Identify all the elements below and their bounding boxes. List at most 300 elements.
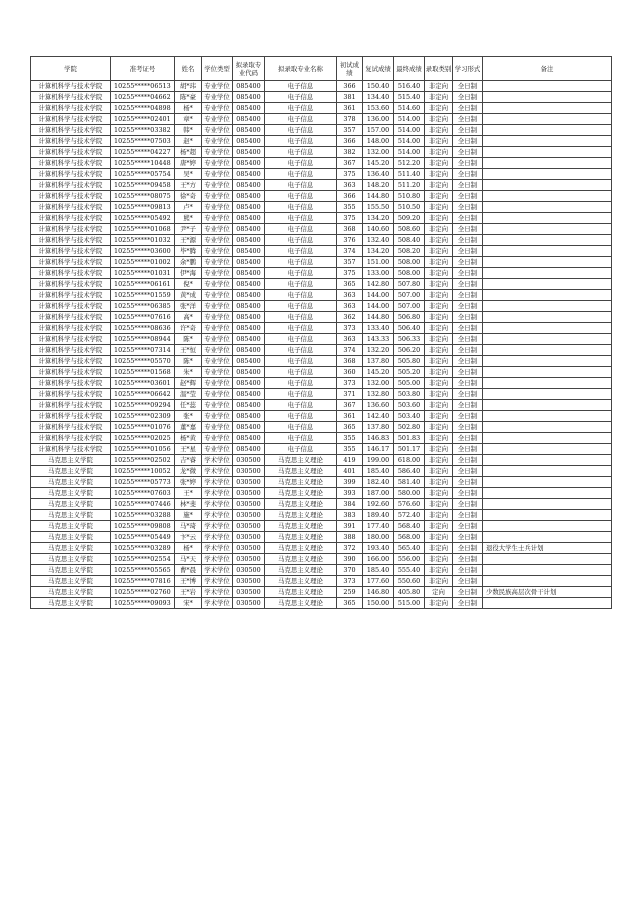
admission-category-cell: 非定向: [425, 378, 453, 389]
major-code-cell: 085400: [233, 334, 265, 345]
retest-score-cell: 146.83: [363, 433, 394, 444]
exam-id-cell: 10255*****07314: [111, 345, 175, 356]
final-score-cell: 512.20: [394, 158, 425, 169]
exam-id-cell: 10255*****02760: [111, 587, 175, 598]
degree-type-cell: 专业学位: [202, 301, 233, 312]
major-name-cell: 电子信息: [265, 279, 337, 290]
admission-category-cell: 非定向: [425, 279, 453, 290]
major-code-cell: 030500: [233, 488, 265, 499]
remarks-cell: [483, 323, 612, 334]
college-cell: 计算机科学与技术学院: [31, 257, 111, 268]
study-mode-cell: 全日制: [453, 378, 483, 389]
retest-score-cell: 132.80: [363, 389, 394, 400]
degree-type-cell: 专业学位: [202, 268, 233, 279]
table-row: [31, 224, 612, 235]
major-name-cell: 电子信息: [265, 312, 337, 323]
major-code-cell: 030500: [233, 587, 265, 598]
retest-score-cell: 150.40: [363, 81, 394, 92]
degree-type-cell: 学术学位: [202, 510, 233, 521]
initial-score-cell: 373: [337, 378, 363, 389]
exam-id-cell: 10255*****07446: [111, 499, 175, 510]
admission-category-cell: 非定向: [425, 191, 453, 202]
exam-id-cell: 10255*****06385: [111, 301, 175, 312]
exam-id-cell: 10255*****09294: [111, 400, 175, 411]
name-cell: 杨*黄: [175, 433, 202, 444]
admission-category-cell: 非定向: [425, 114, 453, 125]
admission-category-cell: 非定向: [425, 422, 453, 433]
initial-score-cell: 393: [337, 488, 363, 499]
admission-category-cell: 非定向: [425, 543, 453, 554]
table-row: [31, 455, 612, 466]
name-cell: 王*恒: [175, 345, 202, 356]
remarks-cell: [483, 422, 612, 433]
name-cell: 董*嘉: [175, 422, 202, 433]
retest-score-cell: 137.80: [363, 422, 394, 433]
study-mode-cell: 全日制: [453, 455, 483, 466]
degree-type-cell: 专业学位: [202, 235, 233, 246]
admission-category-cell: 非定向: [425, 345, 453, 356]
final-score-cell: 568.00: [394, 532, 425, 543]
table-row: [31, 345, 612, 356]
exam-id-cell: 10255*****01568: [111, 367, 175, 378]
table-row: [31, 125, 612, 136]
major-name-cell: 马克思主义理论: [265, 543, 337, 554]
table-row: [31, 565, 612, 576]
exam-id-cell: 10255*****02309: [111, 411, 175, 422]
table-row: [31, 389, 612, 400]
name-cell: 赵*辉: [175, 378, 202, 389]
name-cell: 黄*成: [175, 290, 202, 301]
initial-score-cell: 362: [337, 312, 363, 323]
degree-type-cell: 专业学位: [202, 367, 233, 378]
degree-type-cell: 专业学位: [202, 444, 233, 455]
degree-type-cell: 专业学位: [202, 191, 233, 202]
initial-score-cell: 375: [337, 169, 363, 180]
exam-id-cell: 10255*****02401: [111, 114, 175, 125]
exam-id-cell: 10255*****06642: [111, 389, 175, 400]
major-name-cell: 马克思主义理论: [265, 532, 337, 543]
study-mode-cell: 全日制: [453, 400, 483, 411]
degree-type-cell: 专业学位: [202, 356, 233, 367]
exam-id-cell: 10255*****03289: [111, 543, 175, 554]
admission-category-cell: 非定向: [425, 411, 453, 422]
name-cell: 王*岩: [175, 587, 202, 598]
admission-category-cell: 非定向: [425, 389, 453, 400]
name-cell: 温*莹: [175, 389, 202, 400]
study-mode-cell: 全日制: [453, 367, 483, 378]
college-cell: 计算机科学与技术学院: [31, 356, 111, 367]
retest-score-cell: 148.00: [363, 136, 394, 147]
admission-category-cell: 非定向: [425, 147, 453, 158]
exam-id-cell: 10255*****01031: [111, 268, 175, 279]
major-name-cell: 马克思主义理论: [265, 499, 337, 510]
college-cell: 计算机科学与技术学院: [31, 114, 111, 125]
major-code-cell: 085400: [233, 301, 265, 312]
remarks-cell: [483, 125, 612, 136]
final-score-cell: 501.17: [394, 444, 425, 455]
remarks-cell: [483, 191, 612, 202]
degree-type-cell: 学术学位: [202, 532, 233, 543]
remarks-cell: [483, 576, 612, 587]
table-row: [31, 433, 612, 444]
admission-category-cell: 非定向: [425, 598, 453, 609]
final-score-cell: 508.60: [394, 224, 425, 235]
college-cell: 计算机科学与技术学院: [31, 202, 111, 213]
remarks-cell: [483, 598, 612, 609]
initial-score-cell: 401: [337, 466, 363, 477]
final-score-cell: 515.40: [394, 92, 425, 103]
college-cell: 计算机科学与技术学院: [31, 334, 111, 345]
name-cell: 张*洋: [175, 301, 202, 312]
remarks-cell: 少数民族高层次骨干计划: [483, 587, 612, 598]
degree-type-cell: 专业学位: [202, 92, 233, 103]
major-name-cell: 马克思主义理论: [265, 510, 337, 521]
degree-type-cell: 专业学位: [202, 312, 233, 323]
table-row: [31, 499, 612, 510]
major-name-cell: 马克思主义理论: [265, 587, 337, 598]
retest-score-cell: 143.33: [363, 334, 394, 345]
exam-id-cell: 10255*****07616: [111, 312, 175, 323]
major-name-cell: 电子信息: [265, 147, 337, 158]
initial-score-cell: 384: [337, 499, 363, 510]
major-name-cell: 电子信息: [265, 422, 337, 433]
exam-id-cell: 10255*****09093: [111, 598, 175, 609]
admission-category-cell: 非定向: [425, 103, 453, 114]
college-cell: 计算机科学与技术学院: [31, 246, 111, 257]
name-cell: 王*星: [175, 444, 202, 455]
admission-category-cell: 非定向: [425, 136, 453, 147]
exam-id-cell: 10255*****01559: [111, 290, 175, 301]
college-cell: 马克思主义学院: [31, 587, 111, 598]
major-code-cell: 085400: [233, 213, 265, 224]
major-name-cell: 电子信息: [265, 268, 337, 279]
retest-score-cell: 140.60: [363, 224, 394, 235]
study-mode-cell: 全日制: [453, 422, 483, 433]
table-row: [31, 246, 612, 257]
name-cell: 卢*: [175, 202, 202, 213]
college-cell: 计算机科学与技术学院: [31, 158, 111, 169]
major-name-cell: 电子信息: [265, 400, 337, 411]
study-mode-cell: 全日制: [453, 312, 483, 323]
study-mode-cell: 全日制: [453, 180, 483, 191]
degree-type-cell: 学术学位: [202, 499, 233, 510]
admission-category-cell: 非定向: [425, 576, 453, 587]
college-cell: 计算机科学与技术学院: [31, 378, 111, 389]
table-row: [31, 92, 612, 103]
remarks-cell: [483, 213, 612, 224]
retest-score-cell: 144.80: [363, 312, 394, 323]
major-code-cell: 085400: [233, 92, 265, 103]
exam-id-cell: 10255*****01076: [111, 422, 175, 433]
remarks-cell: [483, 279, 612, 290]
table-row: [31, 422, 612, 433]
major-name-cell: 电子信息: [265, 125, 337, 136]
study-mode-cell: 全日制: [453, 224, 483, 235]
header-degree-type: 学位类型: [202, 57, 233, 81]
admission-category-cell: 非定向: [425, 334, 453, 345]
table-row: [31, 180, 612, 191]
degree-type-cell: 专业学位: [202, 158, 233, 169]
table-row: [31, 521, 612, 532]
final-score-cell: 501.83: [394, 433, 425, 444]
final-score-cell: 506.40: [394, 323, 425, 334]
admission-category-cell: 非定向: [425, 499, 453, 510]
name-cell: 陈*豪: [175, 92, 202, 103]
initial-score-cell: 419: [337, 455, 363, 466]
exam-id-cell: 10255*****09808: [111, 521, 175, 532]
college-cell: 计算机科学与技术学院: [31, 81, 111, 92]
name-cell: 伊*海: [175, 268, 202, 279]
degree-type-cell: 学术学位: [202, 466, 233, 477]
exam-id-cell: 10255*****10448: [111, 158, 175, 169]
table-row: [31, 334, 612, 345]
table-row: [31, 103, 612, 114]
study-mode-cell: 全日制: [453, 92, 483, 103]
remarks-cell: [483, 136, 612, 147]
initial-score-cell: 365: [337, 598, 363, 609]
remarks-cell: 退役大学生士兵计划: [483, 543, 612, 554]
major-name-cell: 马克思主义理论: [265, 565, 337, 576]
retest-score-cell: 192.60: [363, 499, 394, 510]
remarks-cell: [483, 257, 612, 268]
remarks-cell: [483, 246, 612, 257]
admission-category-cell: 非定向: [425, 356, 453, 367]
retest-score-cell: 199.00: [363, 455, 394, 466]
major-name-cell: 马克思主义理论: [265, 598, 337, 609]
study-mode-cell: 全日制: [453, 466, 483, 477]
college-cell: 计算机科学与技术学院: [31, 92, 111, 103]
table-row: [31, 301, 612, 312]
retest-score-cell: 136.40: [363, 169, 394, 180]
name-cell: 章*: [175, 114, 202, 125]
degree-type-cell: 专业学位: [202, 279, 233, 290]
college-cell: 马克思主义学院: [31, 521, 111, 532]
final-score-cell: 505.20: [394, 367, 425, 378]
final-score-cell: 556.00: [394, 554, 425, 565]
remarks-cell: [483, 147, 612, 158]
remarks-cell: [483, 400, 612, 411]
table-row: [31, 444, 612, 455]
major-code-cell: 030500: [233, 554, 265, 565]
major-code-cell: 085400: [233, 125, 265, 136]
major-name-cell: 马克思主义理论: [265, 576, 337, 587]
name-cell: 陈*: [175, 356, 202, 367]
table-row: [31, 290, 612, 301]
exam-id-cell: 10255*****01032: [111, 235, 175, 246]
major-name-cell: 电子信息: [265, 433, 337, 444]
college-cell: 计算机科学与技术学院: [31, 268, 111, 279]
remarks-cell: [483, 477, 612, 488]
study-mode-cell: 全日制: [453, 543, 483, 554]
major-code-cell: 085400: [233, 147, 265, 158]
exam-id-cell: 10255*****08636: [111, 323, 175, 334]
name-cell: 韩*: [175, 125, 202, 136]
remarks-cell: [483, 532, 612, 543]
retest-score-cell: 177.60: [363, 576, 394, 587]
study-mode-cell: 全日制: [453, 290, 483, 301]
table-row: [31, 279, 612, 290]
final-score-cell: 506.33: [394, 334, 425, 345]
table-row: [31, 191, 612, 202]
degree-type-cell: 专业学位: [202, 400, 233, 411]
degree-type-cell: 专业学位: [202, 180, 233, 191]
exam-id-cell: 10255*****05773: [111, 477, 175, 488]
major-code-cell: 085400: [233, 191, 265, 202]
final-score-cell: 503.60: [394, 400, 425, 411]
table-row: [31, 598, 612, 609]
exam-id-cell: 10255*****06513: [111, 81, 175, 92]
final-score-cell: 514.00: [394, 125, 425, 136]
table-row: [31, 169, 612, 180]
exam-id-cell: 10255*****01068: [111, 224, 175, 235]
degree-type-cell: 专业学位: [202, 433, 233, 444]
retest-score-cell: 193.40: [363, 543, 394, 554]
admission-table-container: [30, 56, 612, 609]
study-mode-cell: 全日制: [453, 136, 483, 147]
exam-id-cell: 10255*****06161: [111, 279, 175, 290]
retest-score-cell: 134.20: [363, 246, 394, 257]
initial-score-cell: 361: [337, 103, 363, 114]
major-code-cell: 085400: [233, 169, 265, 180]
college-cell: 计算机科学与技术学院: [31, 103, 111, 114]
degree-type-cell: 专业学位: [202, 81, 233, 92]
degree-type-cell: 专业学位: [202, 378, 233, 389]
study-mode-cell: 全日制: [453, 147, 483, 158]
final-score-cell: 503.40: [394, 411, 425, 422]
retest-score-cell: 145.20: [363, 158, 394, 169]
degree-type-cell: 专业学位: [202, 147, 233, 158]
study-mode-cell: 全日制: [453, 389, 483, 400]
retest-score-cell: 144.00: [363, 290, 394, 301]
initial-score-cell: 367: [337, 158, 363, 169]
final-score-cell: 505.00: [394, 378, 425, 389]
study-mode-cell: 全日制: [453, 554, 483, 565]
major-code-cell: 085400: [233, 422, 265, 433]
college-cell: 计算机科学与技术学院: [31, 213, 111, 224]
college-cell: 计算机科学与技术学院: [31, 235, 111, 246]
initial-score-cell: 391: [337, 521, 363, 532]
degree-type-cell: 专业学位: [202, 389, 233, 400]
major-name-cell: 电子信息: [265, 235, 337, 246]
admission-category-cell: 非定向: [425, 224, 453, 235]
retest-score-cell: 189.40: [363, 510, 394, 521]
remarks-cell: [483, 312, 612, 323]
table-row: [31, 114, 612, 125]
study-mode-cell: 全日制: [453, 576, 483, 587]
admission-category-cell: 非定向: [425, 488, 453, 499]
admission-category-cell: 非定向: [425, 301, 453, 312]
degree-type-cell: 专业学位: [202, 114, 233, 125]
name-cell: 赵*: [175, 136, 202, 147]
final-score-cell: 514.00: [394, 114, 425, 125]
admission-category-cell: 非定向: [425, 312, 453, 323]
final-score-cell: 502.80: [394, 422, 425, 433]
major-code-cell: 085400: [233, 257, 265, 268]
college-cell: 计算机科学与技术学院: [31, 433, 111, 444]
admission-category-cell: 非定向: [425, 92, 453, 103]
major-name-cell: 电子信息: [265, 213, 337, 224]
major-name-cell: 电子信息: [265, 169, 337, 180]
major-code-cell: 085400: [233, 81, 265, 92]
name-cell: 熊*: [175, 213, 202, 224]
initial-score-cell: 375: [337, 268, 363, 279]
remarks-cell: [483, 202, 612, 213]
degree-type-cell: 专业学位: [202, 323, 233, 334]
degree-type-cell: 学术学位: [202, 565, 233, 576]
study-mode-cell: 全日制: [453, 488, 483, 499]
major-name-cell: 电子信息: [265, 378, 337, 389]
name-cell: 吉*睿: [175, 455, 202, 466]
remarks-cell: [483, 334, 612, 345]
name-cell: 杨*: [175, 103, 202, 114]
initial-score-cell: 372: [337, 543, 363, 554]
table-row: [31, 312, 612, 323]
exam-id-cell: 10255*****04227: [111, 147, 175, 158]
final-score-cell: 514.00: [394, 147, 425, 158]
remarks-cell: [483, 389, 612, 400]
degree-type-cell: 专业学位: [202, 345, 233, 356]
college-cell: 马克思主义学院: [31, 477, 111, 488]
exam-id-cell: 10255*****08075: [111, 191, 175, 202]
remarks-cell: [483, 466, 612, 477]
study-mode-cell: 全日制: [453, 235, 483, 246]
college-cell: 马克思主义学院: [31, 455, 111, 466]
admission-category-cell: 非定向: [425, 532, 453, 543]
admission-category-cell: 非定向: [425, 81, 453, 92]
major-code-cell: 085400: [233, 103, 265, 114]
major-name-cell: 马克思主义理论: [265, 477, 337, 488]
remarks-cell: [483, 92, 612, 103]
degree-type-cell: 学术学位: [202, 477, 233, 488]
degree-type-cell: 专业学位: [202, 246, 233, 257]
major-name-cell: 电子信息: [265, 323, 337, 334]
major-name-cell: 电子信息: [265, 367, 337, 378]
major-name-cell: 电子信息: [265, 246, 337, 257]
name-cell: 宋*: [175, 598, 202, 609]
remarks-cell: [483, 521, 612, 532]
study-mode-cell: 全日制: [453, 433, 483, 444]
name-cell: 徐*奇: [175, 191, 202, 202]
degree-type-cell: 专业学位: [202, 224, 233, 235]
initial-score-cell: 355: [337, 202, 363, 213]
major-name-cell: 马克思主义理论: [265, 521, 337, 532]
major-name-cell: 电子信息: [265, 202, 337, 213]
retest-score-cell: 142.40: [363, 411, 394, 422]
final-score-cell: 507.00: [394, 290, 425, 301]
retest-score-cell: 142.80: [363, 279, 394, 290]
college-cell: 计算机科学与技术学院: [31, 169, 111, 180]
major-code-cell: 030500: [233, 499, 265, 510]
degree-type-cell: 学术学位: [202, 576, 233, 587]
major-code-cell: 030500: [233, 598, 265, 609]
study-mode-cell: 全日制: [453, 202, 483, 213]
exam-id-cell: 10255*****03382: [111, 125, 175, 136]
name-cell: 许*奇: [175, 323, 202, 334]
study-mode-cell: 全日制: [453, 598, 483, 609]
major-name-cell: 马克思主义理论: [265, 466, 337, 477]
exam-id-cell: 10255*****07603: [111, 488, 175, 499]
initial-score-cell: 363: [337, 334, 363, 345]
name-cell: 王*: [175, 488, 202, 499]
retest-score-cell: 134.40: [363, 92, 394, 103]
admission-category-cell: 非定向: [425, 400, 453, 411]
table-row: [31, 323, 612, 334]
admission-category-cell: 非定向: [425, 367, 453, 378]
remarks-cell: [483, 180, 612, 191]
final-score-cell: 510.50: [394, 202, 425, 213]
name-cell: 胡*玮: [175, 81, 202, 92]
header-retest-score: 复试成绩: [363, 57, 394, 81]
